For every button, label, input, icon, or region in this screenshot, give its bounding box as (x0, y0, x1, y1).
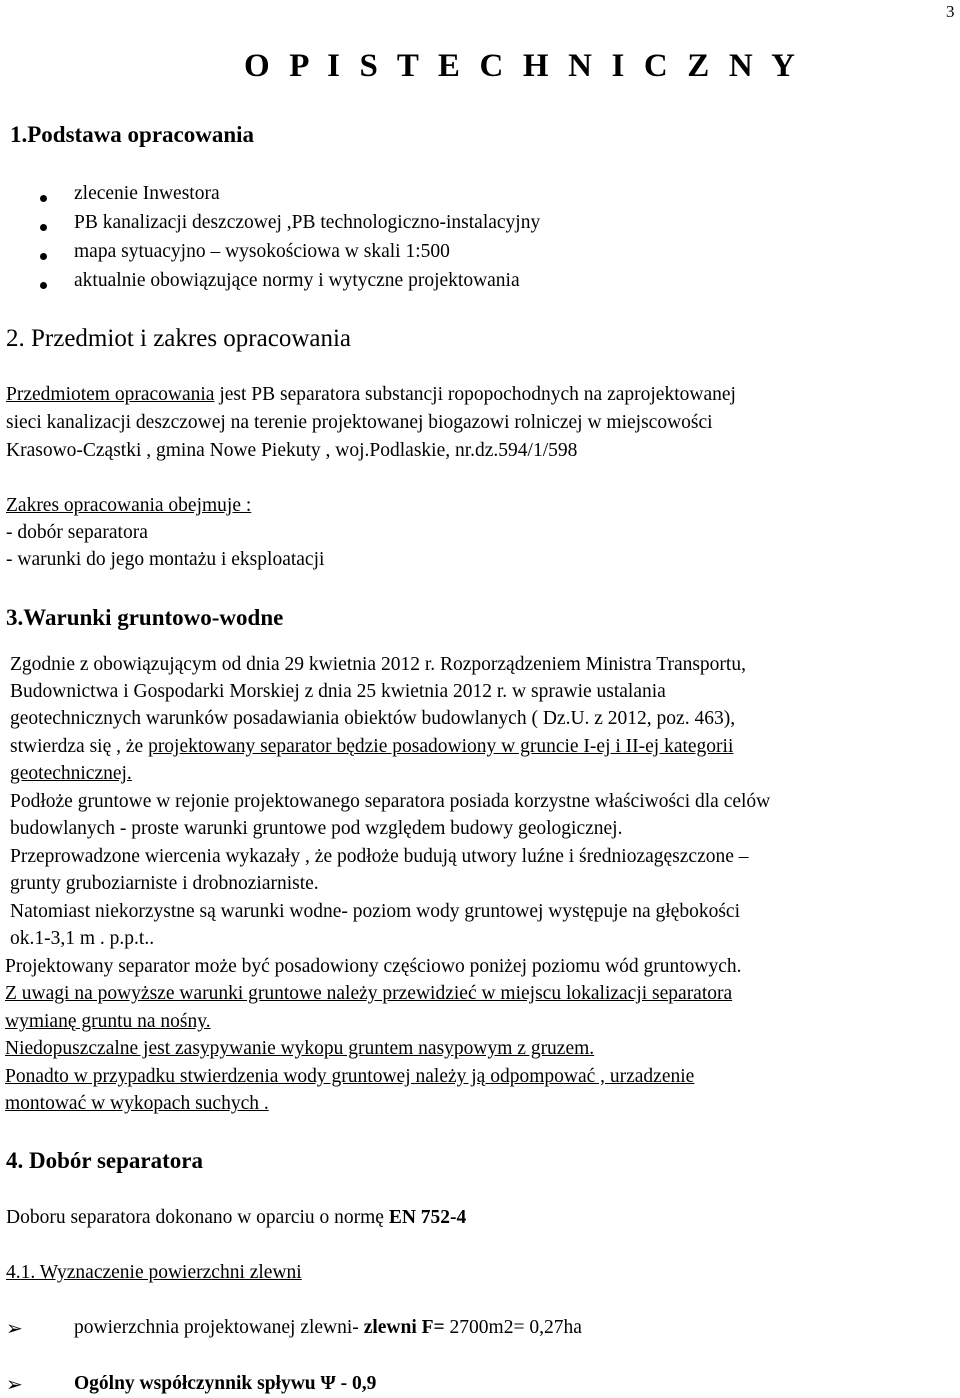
area-symbol: F= (421, 1317, 445, 1338)
subject-lead: Przedmiotem opracowania (6, 384, 215, 405)
ground-text-line: montować w wykopach suchych . (5, 1093, 269, 1114)
basis-item: aktualnie obowiązujące normy i wytyczne projektowania (74, 270, 520, 291)
ground-text-line: geotechnicznych warunków posadawiania obiektów budowlanych ( Dz.U. z 2012, poz. 463), (10, 708, 736, 729)
page-number: 3 (946, 2, 955, 21)
section2-heading: 2. Przedmiot i zakres opracowania (6, 325, 352, 352)
section1-heading: 1.Podstawa opracowania (10, 122, 255, 147)
ground-text-line: Niedopuszczalne jest zasypywanie wykopu gruntem nasypowym z gruzem. (5, 1038, 595, 1059)
ground-text-plain: stwierdza się , że (10, 736, 149, 757)
runoff-coefficient-item: Ogólny współczynnik spływu Ψ - 0,9 (74, 1373, 377, 1394)
ground-text-line: geotechnicznej. (10, 763, 132, 784)
document-title: O P I S T E C H N I C Z N Y (244, 48, 796, 84)
ground-text-line: Projektowany separator może być posadowiony częściowo poniżej poziomu wód gruntowych. (5, 956, 742, 977)
arrow-bullet-icon: ➢ (6, 1372, 23, 1396)
scope-item: - warunki do jego montażu i eksploatacji (6, 549, 325, 570)
subsection-heading: 4.1. Wyznaczenie powierzchni zlewni (6, 1262, 302, 1283)
scope-item: - dobór separatora (6, 522, 148, 543)
catchment-area-text: powierzchnia projektowanej zlewni- (74, 1317, 364, 1338)
ground-text-line (10, 736, 733, 758)
ground-text-line: grunty gruboziarniste i drobnoziarniste. (10, 873, 319, 894)
subject-paragraph-line (6, 384, 736, 406)
bullet-icon (40, 253, 47, 260)
scope-heading: Zakres opracowania obejmuje : (6, 495, 252, 516)
ground-text-line: Natomiast niekorzystne są warunki wodne- poziom wody gruntowej występuje na głębokości (10, 901, 741, 922)
catchment-area-item (74, 1317, 582, 1339)
basis-item: zlecenie Inwestora (74, 183, 220, 204)
ground-text-line: Z uwagi na powyższe warunki gruntowe należy przewidzieć w miejscu lokalizacji separatora (5, 983, 733, 1004)
area-value: 2700m2= 0,27ha (444, 1317, 582, 1338)
section3-heading: 3.Warunki gruntowo-wodne (6, 605, 284, 630)
section4-heading: 4. Dobór separatora (6, 1148, 203, 1173)
ground-text-line: Budownictwa i Gospodarki Morskiej z dnia 25 kwietnia 2012 r. w sprawie ustalania (10, 681, 666, 702)
arrow-bullet-icon: ➢ (6, 1316, 23, 1340)
norm-text: Doboru separatora dokonano w oparciu o normę (6, 1207, 389, 1228)
bullet-icon (40, 282, 47, 289)
ground-text-line: Zgodnie z obowiązującym od dnia 29 kwietnia 2012 r. Rozporządzeniem Ministra Transportu, (10, 654, 746, 675)
ground-text-line: ok.1-3,1 m . p.p.t.. (10, 928, 155, 949)
norm-code: EN 752-4 (388, 1207, 467, 1228)
ground-text-line: wymianę gruntu na nośny. (5, 1011, 211, 1032)
catchment-label: zlewni (363, 1317, 417, 1338)
norm-line (6, 1207, 466, 1229)
ground-text-line: budowlanych - proste warunki gruntowe pod względem budowy geologicznej. (10, 818, 623, 839)
ground-text-line: Podłoże gruntowe w rejonie projektowanego separatora posiada korzystne właściwości dla celów (10, 791, 771, 812)
subject-paragraph-line: Krasowo-Cząstki , gmina Nowe Piekuty , woj.Podlaskie, nr.dz.594/1/598 (6, 440, 578, 461)
bullet-icon (40, 224, 47, 231)
basis-item: mapa sytuacyjno – wysokościowa w skali 1:500 (74, 241, 450, 262)
ground-text-line: Przeprowadzone wiercenia wykazały , że podłoże budują utwory luźne i średniozagęszczone – (10, 846, 749, 867)
ground-text-underlined: projektowany separator będzie posadowiony w gruncie I-ej i II-ej kategorii (148, 736, 734, 757)
bullet-icon (40, 195, 47, 202)
subject-paragraph-line: sieci kanalizacji deszczowej na terenie projektowanej biogazowi rolniczej w miejscowości (6, 412, 713, 433)
subject-text: jest PB separatora substancji ropopochodnych na zaprojektowanej (214, 384, 736, 405)
basis-item: PB kanalizacji deszczowej ,PB technologiczno-instalacyjny (74, 212, 541, 233)
ground-text-line: Ponadto w przypadku stwierdzenia wody gruntowej należy ją odpompować , urzadzenie (5, 1066, 695, 1087)
